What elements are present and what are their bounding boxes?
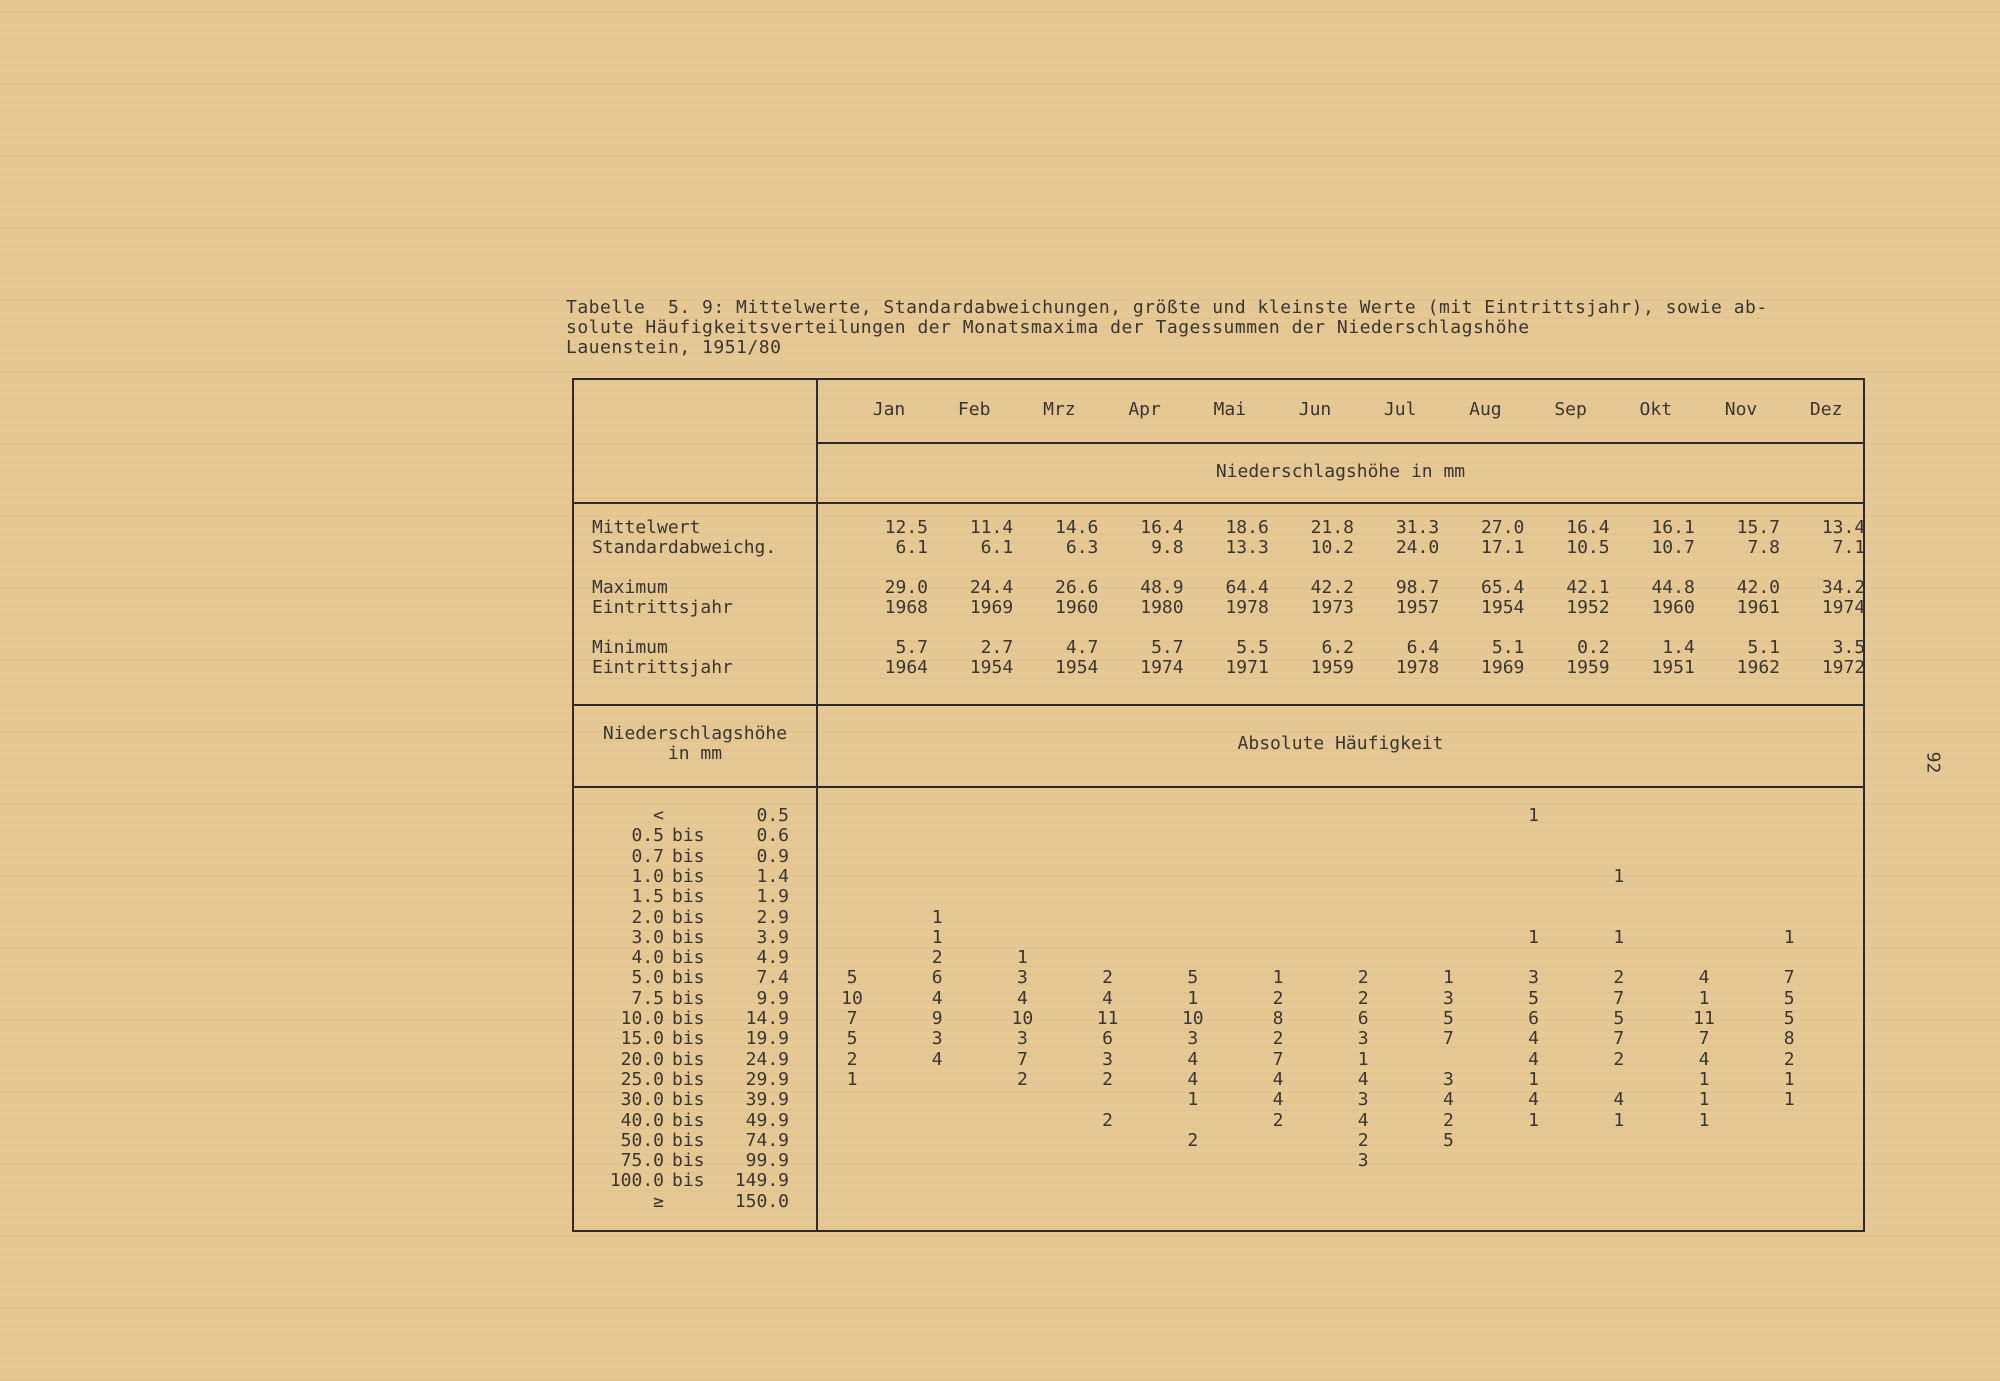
stat-value-mean: 31.3 [1395, 517, 1440, 538]
stat-value-max: 29.0 [884, 577, 928, 598]
frequency-cell: 5 [846, 1028, 858, 1050]
stat-label-std: Standardabweichg. [592, 537, 777, 558]
stat-value-std: 10.7 [1651, 537, 1695, 558]
frequency-cell: 3 [931, 1028, 943, 1050]
frequency-cell: 2 [1016, 1068, 1028, 1090]
frequency-cell: 7 [1613, 1028, 1625, 1050]
frequency-cell: 5 [846, 967, 858, 989]
frequency-cell: 2 [1272, 987, 1284, 1009]
class-bis-label: bis [672, 845, 705, 867]
frequency-cell: 5 [1442, 1129, 1454, 1151]
month-header-sep: Sep [1554, 399, 1587, 420]
frequency-cell: 1 [1613, 865, 1625, 887]
frequency-cell: 3 [1357, 1028, 1369, 1050]
stat-value-std: 6.3 [1065, 537, 1099, 558]
stat-value-max_year: 1961 [1736, 597, 1780, 618]
frequency-cell: 2 [1357, 967, 1369, 989]
class-lower-bound: 3.0 [631, 926, 664, 948]
frequency-cell: 1 [1783, 1068, 1795, 1090]
frequency-cell: 1 [1613, 926, 1625, 948]
frequency-cell: 3 [1102, 1048, 1114, 1070]
frequency-cell: 1 [1783, 926, 1795, 948]
frequency-cell: 7 [1442, 1028, 1454, 1050]
stat-value-std: 6.1 [980, 537, 1014, 558]
stat-label-max_year: Eintrittsjahr [592, 597, 733, 618]
frequency-cell: 2 [1442, 1109, 1454, 1131]
class-upper-bound: 39.9 [745, 1089, 789, 1111]
stat-value-min_year: 1954 [969, 657, 1014, 678]
class-upper-bound: 74.9 [745, 1129, 789, 1151]
class-upper-bound: 149.9 [734, 1170, 789, 1192]
stat-value-min: 5.1 [1747, 637, 1780, 658]
page-number: 92 [1922, 751, 1944, 774]
stat-value-max: 42.1 [1566, 577, 1610, 598]
class-upper-bound: 49.9 [745, 1109, 789, 1131]
caption-line-3: Lauenstein, 1951/80 [566, 337, 782, 358]
class-lower-bound: 0.7 [631, 845, 664, 867]
frequency-cell: 4 [1528, 1028, 1540, 1050]
stat-value-min: 4.7 [1065, 637, 1099, 658]
stat-value-max_year: 1969 [969, 597, 1014, 618]
stat-value-min_year: 1972 [1821, 657, 1866, 678]
frequency-cell: 2 [1613, 967, 1625, 989]
class-upper-bound: 24.9 [745, 1048, 789, 1070]
stat-value-min_year: 1954 [1055, 657, 1099, 678]
stat-value-min: 5.7 [895, 637, 928, 658]
stat-value-mean: 12.5 [884, 517, 928, 538]
stat-value-max_year: 1960 [1055, 597, 1099, 618]
class-upper-bound: 2.9 [756, 906, 789, 928]
month-header-jul: Jul [1383, 399, 1417, 420]
stats-bottom-rule [574, 704, 1863, 706]
frequency-cell: 7 [1698, 1028, 1710, 1050]
frequency-cell: 4 [1187, 1068, 1199, 1090]
frequency-cell: 5 [1783, 987, 1795, 1009]
class-lower-bound: 15.0 [620, 1028, 664, 1050]
frequency-cell: 5 [1783, 1008, 1795, 1029]
class-bis-label: bis [672, 947, 705, 969]
frequency-cell: 6 [1357, 1008, 1369, 1029]
stat-value-min: 3.5 [1832, 637, 1866, 658]
frequency-cell: 2 [1187, 1129, 1199, 1151]
stat-value-std: 24.0 [1395, 537, 1440, 558]
frequency-cell: 4 [1357, 1068, 1369, 1090]
stat-value-max: 34.2 [1821, 577, 1866, 598]
frequency-cell: 1 [1698, 1089, 1710, 1111]
header-rule [816, 442, 1863, 444]
caption-line-1: Tabelle 5. 9: Mittelwerte, Standardabweichungen, größte und kleinste Werte (mit Eintrittsjahr), sowie ab- [566, 297, 1768, 318]
frequency-cell: 7 [1272, 1048, 1284, 1070]
frequency-cell: 1 [1783, 1089, 1795, 1111]
frequency-cell: 2 [1272, 1028, 1284, 1050]
class-upper-bound: 14.9 [745, 1008, 789, 1029]
class-lower-bound: 2.0 [631, 906, 664, 928]
frequency-cell: 4 [1272, 1089, 1284, 1111]
frequency-cell: 2 [1102, 1109, 1114, 1131]
frequency-cell: 7 [1783, 967, 1795, 989]
stat-value-std: 6.1 [895, 537, 928, 558]
frequency-cell: 7 [846, 1008, 858, 1029]
stat-value-min_year: 1951 [1651, 657, 1695, 678]
stat-value-max_year: 1974 [1821, 597, 1866, 618]
frequency-cell: 6 [1102, 1028, 1114, 1050]
stat-value-max: 98.7 [1395, 577, 1440, 598]
frequency-cell: 2 [1357, 1129, 1369, 1151]
class-bis-label: bis [672, 1089, 705, 1111]
frequency-cell: 10 [1181, 1008, 1204, 1029]
frequency-cell: 1 [1528, 1068, 1540, 1090]
class-lower-bound: ≥ [653, 1190, 664, 1212]
frequency-cell: 3 [1442, 987, 1454, 1009]
frequency-cell: 4 [931, 987, 943, 1009]
frequency-cell: 1 [931, 906, 943, 928]
unit-header: Niederschlagshöhe in mm [1215, 461, 1466, 482]
frequency-cell: 4 [1357, 1109, 1369, 1131]
frequency-cell: 1 [1698, 1109, 1710, 1131]
stat-value-min_year: 1969 [1481, 657, 1525, 678]
frequency-cell: 4 [1187, 1048, 1199, 1070]
stat-label-mean: Mittelwert [592, 517, 701, 538]
month-header-apr: Apr [1128, 399, 1161, 420]
stat-value-min_year: 1978 [1395, 657, 1440, 678]
stat-value-std: 10.5 [1566, 537, 1610, 558]
month-header-mrz: Mrz [1043, 399, 1076, 420]
stat-value-min: 5.1 [1491, 637, 1525, 658]
stat-value-min: 5.5 [1236, 637, 1269, 658]
class-bis-label: bis [672, 926, 705, 948]
freq-header-left-unit: in mm [667, 743, 723, 764]
stat-value-mean: 15.7 [1736, 517, 1780, 538]
stat-value-max_year: 1952 [1566, 597, 1610, 618]
stat-label-min_year: Eintrittsjahr [592, 657, 733, 678]
frequency-cell: 6 [931, 967, 943, 989]
frequency-cell: 4 [1442, 1089, 1454, 1111]
class-upper-bound: 29.9 [745, 1068, 789, 1090]
frequency-cell: 2 [1102, 1068, 1114, 1090]
class-lower-bound: 100.0 [609, 1170, 664, 1192]
month-header-jun: Jun [1298, 399, 1332, 420]
class-bis-label: bis [672, 1109, 705, 1131]
class-lower-bound: 1.0 [631, 865, 664, 887]
stat-value-max: 64.4 [1225, 577, 1269, 598]
frequency-cell: 8 [1272, 1008, 1284, 1029]
frequency-cell: 4 [1613, 1089, 1625, 1111]
frequency-cell: 4 [1528, 1048, 1540, 1070]
class-bis-label: bis [672, 906, 705, 928]
frequency-cell: 4 [1698, 967, 1710, 989]
stat-value-max: 24.4 [969, 577, 1014, 598]
stat-value-mean: 16.4 [1140, 517, 1184, 538]
frequency-cell: 1 [846, 1068, 858, 1090]
stat-value-max_year: 1968 [884, 597, 928, 618]
class-upper-bound: 0.9 [756, 845, 789, 867]
frequency-cell: 2 [846, 1048, 858, 1070]
stat-value-mean: 27.0 [1481, 517, 1525, 538]
stat-value-min_year: 1962 [1736, 657, 1780, 678]
stat-value-max: 42.0 [1736, 577, 1780, 598]
class-upper-bound: 0.6 [756, 825, 789, 847]
stat-value-min_year: 1959 [1566, 657, 1610, 678]
class-bis-label: bis [672, 967, 705, 989]
stat-value-std: 7.8 [1747, 537, 1780, 558]
class-upper-bound: 150.0 [734, 1190, 789, 1212]
table-caption [566, 298, 1866, 358]
stat-value-mean: 13.4 [1821, 517, 1866, 538]
stat-value-min_year: 1964 [884, 657, 928, 678]
stat-value-mean: 21.8 [1310, 517, 1354, 538]
stat-value-min: 5.7 [1151, 637, 1184, 658]
column-divider [816, 380, 818, 1230]
frequency-cell: 3 [1528, 967, 1540, 989]
frequency-cell: 7 [1613, 987, 1625, 1009]
stat-value-max: 48.9 [1140, 577, 1184, 598]
frequency-cell: 2 [1272, 1109, 1284, 1131]
frequency-cell: 1 [1528, 926, 1540, 948]
frequency-cell: 6 [1528, 1008, 1540, 1029]
stat-value-min_year: 1974 [1140, 657, 1184, 678]
frequency-cell: 4 [1016, 987, 1028, 1009]
class-lower-bound: 30.0 [620, 1089, 664, 1111]
stat-value-max: 42.2 [1310, 577, 1354, 598]
frequency-cell: 1 [1613, 1109, 1625, 1131]
frequency-cell: 1 [1528, 805, 1540, 826]
stat-value-mean: 16.1 [1651, 517, 1695, 538]
stat-value-max: 44.8 [1651, 577, 1695, 598]
frequency-cell: 1 [1272, 967, 1284, 989]
stat-value-max_year: 1957 [1395, 597, 1440, 618]
class-lower-bound: 0.5 [631, 825, 664, 847]
frequency-cell: 3 [1187, 1028, 1199, 1050]
frequency-cell: 11 [1693, 1008, 1715, 1029]
stat-value-max: 65.4 [1481, 577, 1525, 598]
month-header-okt: Okt [1639, 399, 1673, 420]
month-header-feb: Feb [957, 399, 991, 420]
class-upper-bound: 0.5 [756, 805, 789, 826]
class-bis-label: bis [672, 1068, 705, 1090]
class-upper-bound: 99.9 [745, 1150, 789, 1172]
stat-value-mean: 14.6 [1055, 517, 1099, 538]
class-bis-label: bis [672, 825, 705, 847]
frequency-cell: 8 [1783, 1028, 1795, 1050]
stat-value-min_year: 1959 [1310, 657, 1354, 678]
frequency-cell: 9 [931, 1008, 943, 1029]
stat-label-max: Maximum [592, 577, 668, 598]
stat-value-std: 13.3 [1225, 537, 1269, 558]
stat-value-min: 2.7 [980, 637, 1014, 658]
frequency-cell: 1 [1016, 947, 1028, 969]
class-bis-label: bis [672, 886, 705, 908]
freq-header-right: Absolute Häufigkeit [1237, 733, 1444, 754]
stat-value-std: 7.1 [1832, 537, 1866, 558]
frequency-cell: 4 [1102, 987, 1114, 1009]
stat-value-std: 17.1 [1481, 537, 1525, 558]
class-upper-bound: 1.9 [756, 886, 789, 908]
class-lower-bound: 4.0 [631, 947, 664, 969]
frequency-cell: 10 [1011, 1008, 1034, 1029]
frequency-cell: 1 [1442, 967, 1454, 989]
class-lower-bound: 75.0 [620, 1150, 664, 1172]
class-bis-label: bis [672, 987, 705, 1009]
frequency-cell: 1 [1187, 1089, 1199, 1111]
freq-header-rule [574, 786, 1863, 788]
frequency-cell: 7 [1016, 1048, 1028, 1070]
frequency-cell: 4 [1698, 1048, 1710, 1070]
frequency-cell: 1 [1528, 1109, 1540, 1131]
class-lower-bound: 1.5 [631, 886, 664, 908]
stat-value-max_year: 1978 [1225, 597, 1269, 618]
stat-value-mean: 11.4 [969, 517, 1014, 538]
frequency-cell: 10 [841, 987, 863, 1009]
frequency-cell: 1 [1698, 1068, 1710, 1090]
frequency-cell: 4 [1528, 1089, 1540, 1111]
class-upper-bound: 7.4 [756, 967, 789, 989]
class-bis-label: bis [672, 1028, 705, 1050]
stat-value-mean: 16.4 [1566, 517, 1610, 538]
stat-value-min_year: 1971 [1225, 657, 1269, 678]
class-upper-bound: 19.9 [745, 1028, 789, 1050]
class-lower-bound: 25.0 [620, 1068, 664, 1090]
stat-value-std: 9.8 [1151, 537, 1184, 558]
stat-value-min: 6.4 [1406, 637, 1440, 658]
frequency-cell: 1 [1187, 987, 1199, 1009]
stat-value-max_year: 1960 [1651, 597, 1695, 618]
class-lower-bound: 5.0 [631, 967, 664, 989]
class-upper-bound: 3.9 [756, 926, 789, 948]
frequency-cell: 1 [1357, 1048, 1369, 1070]
class-bis-label: bis [672, 1008, 705, 1029]
frequency-cell: 5 [1613, 1008, 1625, 1029]
stat-value-mean: 18.6 [1225, 517, 1269, 538]
class-lower-bound: 20.0 [620, 1048, 664, 1070]
caption-line-2: solute Häufigkeitsverteilungen der Monatsmaxima der Tagessummen der Niederschlagshöhe [566, 317, 1530, 338]
class-bis-label: bis [672, 865, 705, 887]
class-lower-bound: 50.0 [620, 1129, 664, 1151]
frequency-cell: 2 [1783, 1048, 1795, 1070]
stat-value-max_year: 1973 [1310, 597, 1354, 618]
class-bis-label: bis [672, 1150, 705, 1172]
class-lower-bound: < [653, 805, 664, 826]
frequency-cell: 4 [1272, 1068, 1284, 1090]
frequency-cell: 2 [1102, 967, 1114, 989]
class-upper-bound: 4.9 [756, 947, 789, 969]
frequency-cell: 1 [1698, 987, 1710, 1009]
frequency-cell: 4 [931, 1048, 943, 1070]
stat-value-min: 6.2 [1321, 637, 1354, 658]
frequency-cell: 11 [1096, 1008, 1119, 1029]
data-table [572, 378, 1865, 1232]
frequency-cell: 2 [931, 947, 943, 969]
class-lower-bound: 10.0 [620, 1008, 664, 1029]
stat-value-min: 0.2 [1577, 637, 1610, 658]
class-bis-label: bis [672, 1170, 705, 1192]
stat-value-min: 1.4 [1662, 637, 1695, 658]
stat-value-max_year: 1980 [1140, 597, 1184, 618]
stat-label-min: Minimum [592, 637, 668, 658]
class-upper-bound: 9.9 [756, 987, 789, 1009]
frequency-cell: 3 [1442, 1068, 1454, 1090]
frequency-cell: 3 [1016, 967, 1028, 989]
frequency-cell: 5 [1442, 1008, 1454, 1029]
month-header-dez: Dez [1809, 399, 1843, 420]
stat-value-max_year: 1954 [1481, 597, 1525, 618]
month-header-nov: Nov [1724, 399, 1758, 420]
month-header-jan: Jan [872, 399, 906, 420]
frequency-cell: 3 [1357, 1089, 1369, 1111]
class-lower-bound: 40.0 [620, 1109, 664, 1131]
freq-header-left: Niederschlagshöhe [602, 723, 788, 744]
frequency-cell: 5 [1528, 987, 1540, 1009]
class-bis-label: bis [672, 1048, 705, 1070]
frequency-cell: 3 [1016, 1028, 1028, 1050]
header-bottom-rule [574, 502, 1863, 504]
frequency-cell: 1 [931, 926, 943, 948]
frequency-cell: 5 [1187, 967, 1199, 989]
stat-value-max: 26.6 [1055, 577, 1099, 598]
frequency-cell: 2 [1357, 987, 1369, 1009]
class-upper-bound: 1.4 [756, 865, 789, 887]
month-header-mai: Mai [1213, 399, 1247, 420]
frequency-cell: 2 [1613, 1048, 1625, 1070]
month-header-aug: Aug [1469, 399, 1502, 420]
class-bis-label: bis [672, 1129, 705, 1151]
stat-value-std: 10.2 [1310, 537, 1354, 558]
frequency-cell: 3 [1357, 1150, 1369, 1172]
class-lower-bound: 7.5 [631, 987, 664, 1009]
